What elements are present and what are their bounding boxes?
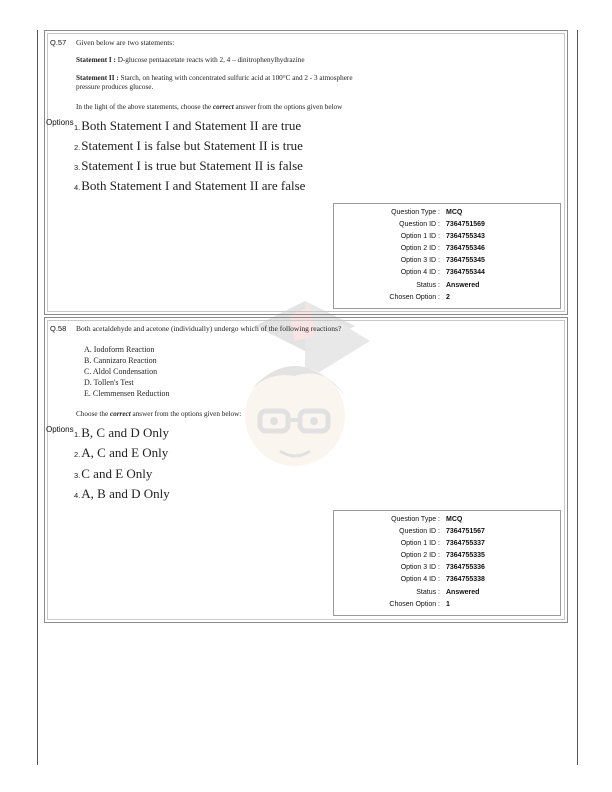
meta-row bbox=[334, 269, 560, 281]
option-number: 3. bbox=[74, 163, 81, 172]
statement-2-text-line1: Starch, on heating with concentrated sulfuric acid at 100°C and 2 - 3 atmosphere bbox=[120, 74, 353, 82]
meta-value: Answered bbox=[446, 589, 480, 596]
question-58-box bbox=[44, 317, 568, 623]
meta-row bbox=[334, 528, 560, 540]
instruction-after: answer from the options given below: bbox=[130, 410, 242, 418]
option-text: Both Statement I and Statement II are false bbox=[81, 178, 306, 193]
meta-key: Question Type : bbox=[391, 516, 440, 523]
meta-value: 7364755336 bbox=[446, 564, 485, 571]
meta-key: Option 3 ID : bbox=[400, 564, 440, 571]
question-57-box bbox=[44, 30, 568, 315]
option-number: 1. bbox=[74, 430, 81, 439]
option-text: B, C and D Only bbox=[81, 425, 170, 440]
options-label: Options bbox=[46, 118, 74, 127]
meta-value: 7364755335 bbox=[446, 552, 485, 559]
statement-2-text-line2: pressure produces glucose. bbox=[76, 83, 154, 91]
meta-key: Question ID : bbox=[399, 221, 440, 228]
meta-key: Option 1 ID : bbox=[400, 540, 440, 547]
meta-row bbox=[334, 601, 560, 613]
option-number: 2. bbox=[74, 143, 81, 152]
option-number: 4. bbox=[74, 491, 81, 500]
meta-key: Option 1 ID : bbox=[400, 233, 440, 240]
meta-key: Option 3 ID : bbox=[400, 257, 440, 264]
instruction-before: Choose the bbox=[76, 410, 110, 418]
question-meta-panel bbox=[333, 510, 561, 616]
meta-row bbox=[334, 589, 560, 601]
option-number: 1. bbox=[74, 123, 81, 132]
meta-key: Question Type : bbox=[391, 209, 440, 216]
list-item: D. Tollen's Test bbox=[84, 378, 134, 387]
option-text: Statement I is true but Statement II is false bbox=[81, 158, 303, 173]
instruction bbox=[76, 410, 241, 419]
meta-key: Chosen Option : bbox=[389, 601, 440, 608]
meta-row bbox=[334, 282, 560, 294]
page-border-left bbox=[37, 30, 38, 765]
meta-row bbox=[334, 552, 560, 564]
statement-1-label: Statement I : bbox=[76, 56, 116, 64]
option-2[interactable] bbox=[74, 138, 303, 154]
question-number: Q.58 bbox=[50, 324, 67, 333]
meta-value: 7364755345 bbox=[446, 257, 485, 264]
option-4[interactable] bbox=[74, 178, 305, 194]
meta-row bbox=[334, 221, 560, 233]
meta-key: Status : bbox=[416, 282, 440, 289]
meta-value: Answered bbox=[446, 282, 480, 289]
meta-row bbox=[334, 245, 560, 257]
instruction-emphasis: correct bbox=[212, 103, 234, 111]
list-item: B. Cannizaro Reaction bbox=[84, 356, 157, 365]
meta-value: 7364751567 bbox=[446, 528, 485, 535]
meta-value: 2 bbox=[446, 294, 450, 301]
list-item: C. Aldol Condensation bbox=[84, 367, 158, 376]
meta-row bbox=[334, 209, 560, 221]
option-text: C and E Only bbox=[81, 466, 153, 481]
meta-row bbox=[334, 233, 560, 245]
meta-value: 7364755344 bbox=[446, 269, 485, 276]
meta-key: Chosen Option : bbox=[389, 294, 440, 301]
meta-value: 7364751569 bbox=[446, 221, 485, 228]
meta-value: 7364755343 bbox=[446, 233, 485, 240]
meta-key: Option 4 ID : bbox=[400, 269, 440, 276]
meta-key: Option 2 ID : bbox=[400, 552, 440, 559]
option-4[interactable] bbox=[74, 486, 170, 502]
option-text: Both Statement I and Statement II are true bbox=[81, 118, 302, 133]
meta-row bbox=[334, 516, 560, 528]
meta-value: 7364755338 bbox=[446, 576, 485, 583]
meta-key: Option 2 ID : bbox=[400, 245, 440, 252]
option-3[interactable] bbox=[74, 158, 303, 174]
meta-value: MCQ bbox=[446, 209, 463, 216]
page-border-right bbox=[577, 30, 578, 765]
question-text: Both acetaldehyde and acetone (individually) undergo which of the following reactions? bbox=[76, 324, 342, 333]
list-item: E. Clemmensen Reduction bbox=[84, 389, 170, 398]
list-item: A. Iodoform Reaction bbox=[84, 345, 155, 354]
statement-2 bbox=[76, 74, 353, 92]
meta-key: Question ID : bbox=[399, 528, 440, 535]
option-1[interactable] bbox=[74, 118, 301, 134]
statement-1-text: D-glucose pentaacetate reacts with 2, 4 – dinitrophenylhydrazine bbox=[117, 56, 305, 64]
meta-key: Option 4 ID : bbox=[400, 576, 440, 583]
meta-row bbox=[334, 564, 560, 576]
meta-row bbox=[334, 294, 560, 306]
instruction-before: In the light of the above statements, choose the bbox=[76, 103, 213, 111]
options-label: Options bbox=[46, 425, 74, 434]
option-text: A, C and E Only bbox=[81, 445, 169, 460]
option-number: 4. bbox=[74, 183, 81, 192]
instruction bbox=[76, 103, 342, 112]
option-number: 2. bbox=[74, 450, 81, 459]
statement-1 bbox=[76, 56, 305, 65]
meta-row bbox=[334, 540, 560, 552]
statement-2-label: Statement II : bbox=[76, 74, 119, 82]
meta-value: MCQ bbox=[446, 516, 463, 523]
meta-row bbox=[334, 257, 560, 269]
question-meta-panel bbox=[333, 203, 561, 309]
option-1[interactable] bbox=[74, 425, 169, 441]
question-intro: Given below are two statements: bbox=[76, 38, 175, 47]
option-text: A, B and D Only bbox=[81, 486, 170, 501]
meta-value: 1 bbox=[446, 601, 450, 608]
meta-value: 7364755346 bbox=[446, 245, 485, 252]
option-3[interactable] bbox=[74, 466, 152, 482]
instruction-after: answer from the options given below bbox=[233, 103, 343, 111]
option-text: Statement I is false but Statement II is true bbox=[81, 138, 303, 153]
meta-key: Status : bbox=[416, 589, 440, 596]
meta-value: 7364755337 bbox=[446, 540, 485, 547]
option-2[interactable] bbox=[74, 445, 168, 461]
instruction-emphasis: correct bbox=[109, 410, 131, 418]
meta-row bbox=[334, 576, 560, 588]
option-number: 3. bbox=[74, 471, 81, 480]
question-number: Q.57 bbox=[50, 38, 67, 47]
